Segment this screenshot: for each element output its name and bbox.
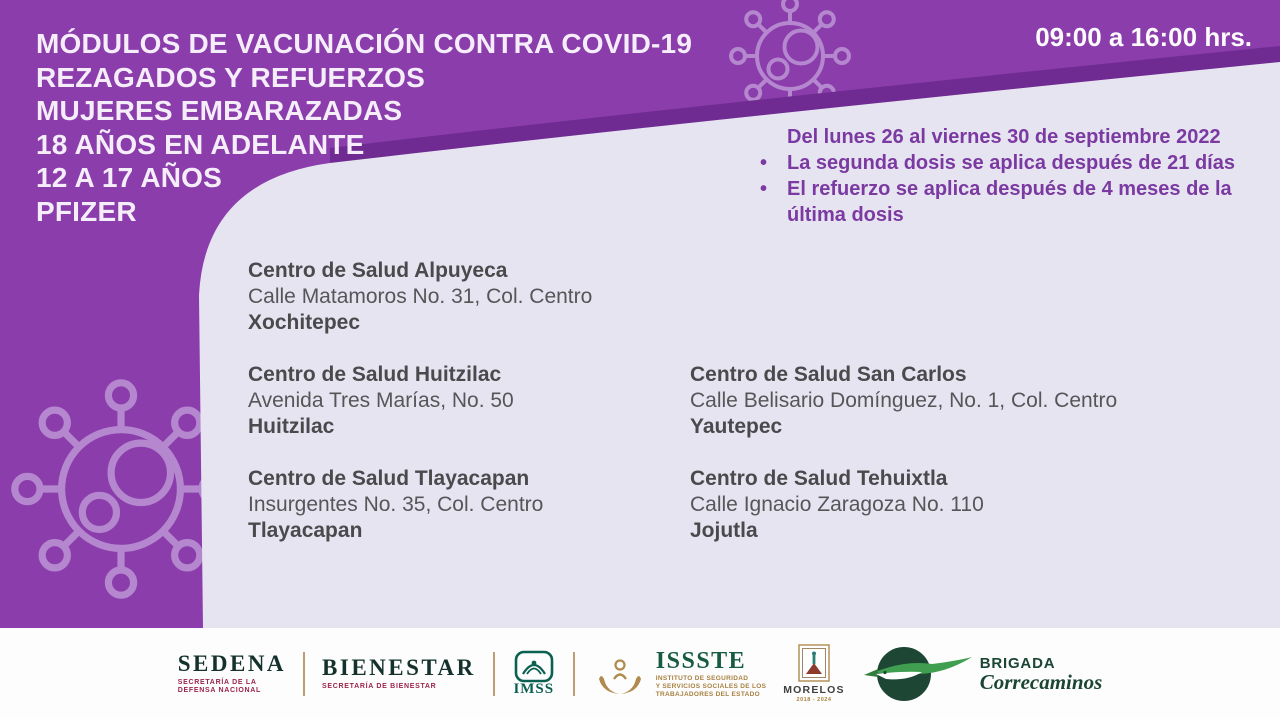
virus-icon-large xyxy=(15,383,227,595)
brigada-correcaminos-logo xyxy=(862,645,1103,703)
sedena-logo xyxy=(178,652,286,696)
location-name: Centro de Salud Tehuixtla xyxy=(690,467,948,490)
footer-logos xyxy=(0,628,1280,719)
divider xyxy=(303,652,305,696)
divider xyxy=(573,652,575,696)
brigada-wordmark: BRIGADA xyxy=(979,654,1056,672)
location-address: Avenida Tres Marías, No. 50 xyxy=(248,389,514,412)
issste-wordmark: ISSSTE xyxy=(655,647,747,674)
location-item xyxy=(248,466,592,544)
bienestar-subtitle-line: SECRETARÍA DE BIENESTAR xyxy=(322,682,437,690)
locations-right-column xyxy=(690,362,1117,570)
bullet-icon: • xyxy=(760,152,768,174)
morelos-logo xyxy=(783,644,845,703)
divider xyxy=(493,652,495,696)
location-address: Calle Ignacio Zaragoza No. 110 xyxy=(690,493,984,516)
bienestar-subtitle xyxy=(322,683,436,692)
location-item xyxy=(690,362,1117,440)
sedena-subtitle-line: DEFENSA NACIONAL xyxy=(177,687,262,694)
issste-subtitle-line: Y SERVICIOS SOCIALES DE LOS xyxy=(655,682,767,690)
location-item xyxy=(248,362,592,440)
roadrunner-icon xyxy=(862,645,974,703)
notice-bullet xyxy=(760,176,1265,228)
bienestar-wordmark: BIENESTAR xyxy=(322,654,476,680)
location-name: Centro de Salud Alpuyeca xyxy=(248,259,508,282)
location-name: Centro de Salud San Carlos xyxy=(690,363,967,386)
morelos-wordmark: MORELOS xyxy=(783,684,845,696)
issste-subtitle-line: TRABAJADORES DEL ESTADO xyxy=(655,690,760,698)
morelos-period: 2018 - 2024 xyxy=(796,697,832,703)
location-city: Huitzilac xyxy=(248,415,335,438)
notice-box xyxy=(760,124,1265,228)
issste-logo xyxy=(592,649,766,699)
sedena-subtitle xyxy=(178,679,261,696)
title-line: 12 A 17 AÑOS xyxy=(36,162,223,193)
location-name: Centro de Salud Tlayacapan xyxy=(248,467,530,490)
sedena-subtitle-line: SECRETARÍA DE LA xyxy=(177,678,257,686)
notice-bullet-text: La segunda dosis se aplica después de 21 días xyxy=(787,152,1235,174)
schedule-time: 09:00 a 16:00 hrs. xyxy=(1035,22,1252,52)
location-city: Jojutla xyxy=(690,519,758,542)
location-city: Xochitepec xyxy=(248,311,361,334)
notice-heading: Del lunes 26 al viernes 30 de septiembre 2022 xyxy=(787,126,1221,148)
issste-subtitle xyxy=(656,675,766,699)
title-line: MUJERES EMBARAZADAS xyxy=(36,95,403,126)
location-city: Tlayacapan xyxy=(248,519,363,542)
location-address: Calle Belisario Domínguez, No. 1, Col. Centro xyxy=(690,389,1118,412)
imss-wordmark: IMSS xyxy=(513,680,555,697)
correcaminos-wordmark: Correcaminos xyxy=(979,669,1103,694)
title-line: MÓDULOS DE VACUNACIÓN CONTRA COVID-19 xyxy=(36,28,693,59)
location-item xyxy=(248,258,592,336)
location-item xyxy=(690,466,1117,544)
sedena-wordmark: SEDENA xyxy=(177,650,287,676)
imss-logo xyxy=(512,650,556,698)
morelos-seal-icon xyxy=(798,644,830,682)
location-city: Yautepec xyxy=(690,415,783,438)
notice-bullet xyxy=(760,150,1265,176)
issste-subtitle-line: INSTITUTO DE SEGURIDAD xyxy=(655,674,749,682)
page-title xyxy=(36,27,692,228)
title-line: 18 AÑOS EN ADELANTE xyxy=(36,128,365,160)
bullet-icon: • xyxy=(760,178,768,200)
bienestar-logo xyxy=(322,656,476,692)
locations-left-column xyxy=(248,258,592,570)
title-line: PFIZER xyxy=(36,195,137,227)
issste-hands-icon xyxy=(592,651,648,697)
title-line: REZAGADOS Y REFUERZOS xyxy=(36,61,425,93)
location-address: Calle Matamoros No. 31, Col. Centro xyxy=(248,285,593,308)
location-name: Centro de Salud Huitzilac xyxy=(248,363,502,386)
notice-bullet-text: El refuerzo se aplica después de 4 meses de la última dosis xyxy=(787,178,1232,226)
location-address: Insurgentes No. 35, Col. Centro xyxy=(248,493,544,516)
